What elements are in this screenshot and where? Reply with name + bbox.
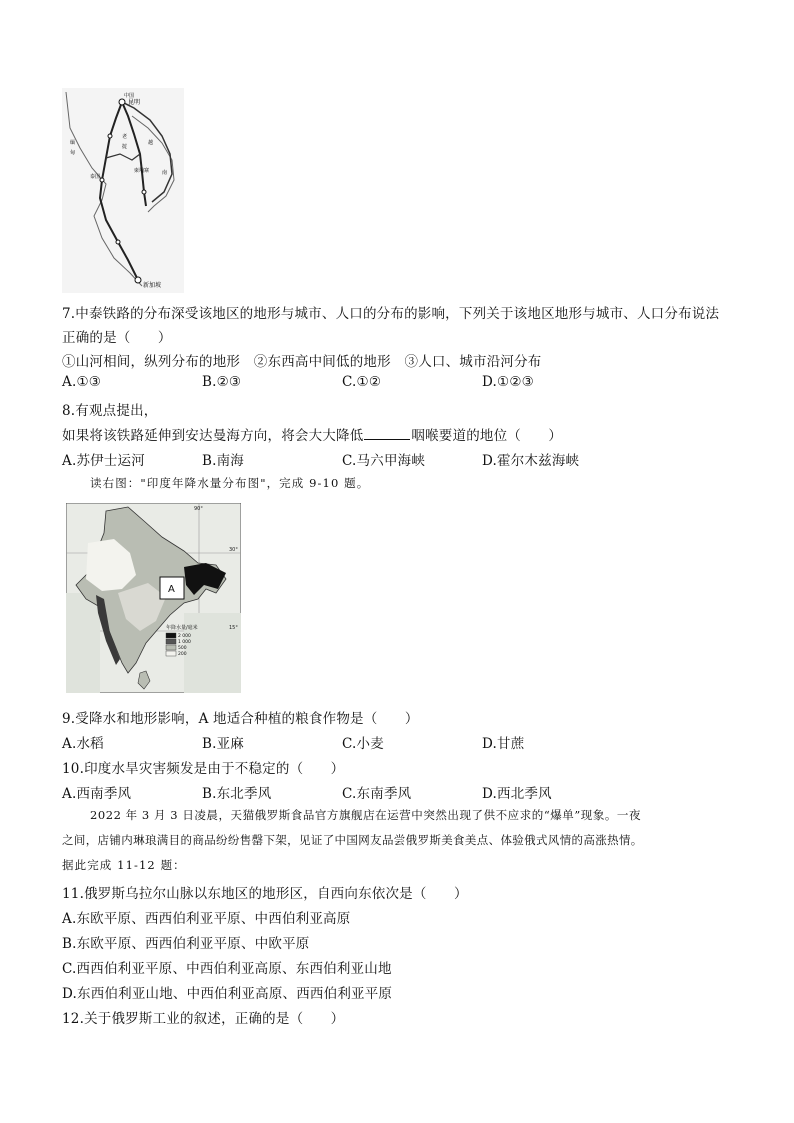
- q11-option-b[interactable]: B.东欧平原、西西伯利亚平原、中欧平原: [62, 936, 310, 952]
- label-china: 中国: [124, 93, 135, 99]
- map-background: [62, 88, 184, 293]
- station-kunming: [119, 99, 125, 105]
- q8-answer-blank[interactable]: [364, 427, 410, 440]
- q9-stem: 9.受降水和地形影响，A 地适合种植的粮食作物是（ ）: [62, 711, 419, 727]
- intro-9-10: 读右图："印度年降水量分布图"，完成 9-10 题。: [90, 476, 370, 490]
- station: [100, 178, 104, 182]
- q10-option-d[interactable]: D.西北季风: [482, 786, 552, 802]
- q10-stem: 10.印度水旱灾害频发是由于不稳定的（ ）: [62, 761, 345, 777]
- lat-label-30: 30°: [229, 547, 238, 553]
- q8-stem-line2: [62, 424, 562, 444]
- q11-option-c[interactable]: C.西西伯利亚平原、中西伯利亚高原、东西伯利亚山地: [62, 961, 392, 977]
- station: [116, 240, 120, 244]
- passage-line1: 2022 年 3 月 3 日凌晨，天猫俄罗斯食品官方旗舰店在运营中突然出现了供不应求的“爆单”现象。一夜: [90, 808, 642, 822]
- passage-line2: 之间，店铺内琳琅满目的商品纷纷售罄下架，见证了中国网友品尝俄罗斯美食美点、体验俄式风情的高涨热情。: [62, 833, 643, 847]
- india-precipitation-map: [66, 503, 241, 693]
- railway-map: [62, 88, 184, 293]
- label-laos-a: 老: [122, 134, 128, 140]
- q9-option-c[interactable]: C.小麦: [342, 736, 384, 752]
- q11-option-a[interactable]: A.东欧平原、西西伯利亚平原、中西伯利亚高原: [62, 911, 351, 927]
- label-thailand: 泰国: [90, 174, 101, 180]
- arabian-sea: [66, 593, 100, 693]
- region-a-label: A: [168, 584, 175, 595]
- q7-option-a[interactable]: A.①③: [62, 374, 102, 390]
- label-kunming: 昆明: [128, 99, 141, 106]
- legend-item: 2 000: [178, 634, 191, 639]
- legend-item: 500: [178, 646, 187, 651]
- station: [108, 134, 112, 138]
- lat-label-15: 15°: [229, 625, 238, 631]
- legend-swatch: [166, 651, 176, 656]
- label-singapore: 新加坡: [143, 282, 162, 289]
- q7-option-b[interactable]: B.②③: [202, 374, 242, 390]
- q8-stem-part-b: 咽喉要道的地位（ ）: [411, 428, 563, 444]
- q10-option-a[interactable]: A.西南季风: [62, 786, 132, 802]
- q8-option-c[interactable]: C.马六甲海峡: [342, 453, 426, 469]
- q7-option-d[interactable]: D.①②③: [482, 374, 534, 390]
- label-vietnam-b: 南: [162, 170, 168, 176]
- q9-option-a[interactable]: A.水稻: [62, 736, 104, 752]
- legend-swatch: [166, 639, 176, 644]
- q8-option-d[interactable]: D.霍尔木兹海峡: [482, 453, 580, 469]
- legend-item: 1 000: [178, 640, 191, 645]
- q7-stem-line1: 7.中泰铁路的分布深受该地区的地形与城市、人口的分布的影响，下列关于该地区地形与城市、人口分布说法: [62, 306, 720, 322]
- q11-stem: 11.俄罗斯乌拉尔山脉以东地区的地形区，自西向东依次是（ ）: [62, 886, 468, 902]
- q10-option-b[interactable]: B.东北季风: [202, 786, 272, 802]
- q8-stem-line1: 8.有观点提出，: [62, 403, 158, 419]
- legend-swatch: [166, 633, 176, 638]
- station: [142, 190, 146, 194]
- legend-title: 年降水量/毫米: [166, 625, 198, 631]
- q7-statements: ①山河相间，纵列分布的地形 ②东西高中间低的地形 ③人口、城市沿河分布: [62, 354, 542, 370]
- legend-item: 200: [178, 652, 187, 657]
- label-laos-b: 挝: [122, 144, 128, 150]
- q7-stem-line2: 正确的是（ ）: [62, 330, 172, 346]
- q10-option-c[interactable]: C.东南季风: [342, 786, 412, 802]
- label-myanmar-a: 缅: [70, 140, 76, 146]
- q8-stem-part-a: 如果将该铁路延伸到安达曼海方向，将会大大降低: [62, 428, 364, 444]
- q12-stem: 12.关于俄罗斯工业的叙述，正确的是（ ）: [62, 1011, 345, 1027]
- label-myanmar-b: 甸: [70, 150, 76, 156]
- legend-swatch: [166, 645, 176, 650]
- passage-line3: 据此完成 11-12 题：: [62, 858, 186, 872]
- q7-option-c[interactable]: C.①②: [342, 374, 382, 390]
- lon-label-90: 90°: [194, 506, 203, 512]
- q9-option-b[interactable]: B.亚麻: [202, 736, 245, 752]
- q9-option-d[interactable]: D.甘蔗: [482, 736, 525, 752]
- q8-option-b[interactable]: B.南海: [202, 453, 245, 469]
- label-vietnam-a: 越: [148, 140, 154, 146]
- station-singapore: [135, 277, 141, 283]
- label-cambodia: 柬埔寨: [134, 168, 150, 174]
- q11-option-d[interactable]: D.东西伯利亚山地、中西伯利亚高原、西西伯利亚平原: [62, 986, 393, 1002]
- q8-option-a[interactable]: A.苏伊士运河: [62, 453, 145, 469]
